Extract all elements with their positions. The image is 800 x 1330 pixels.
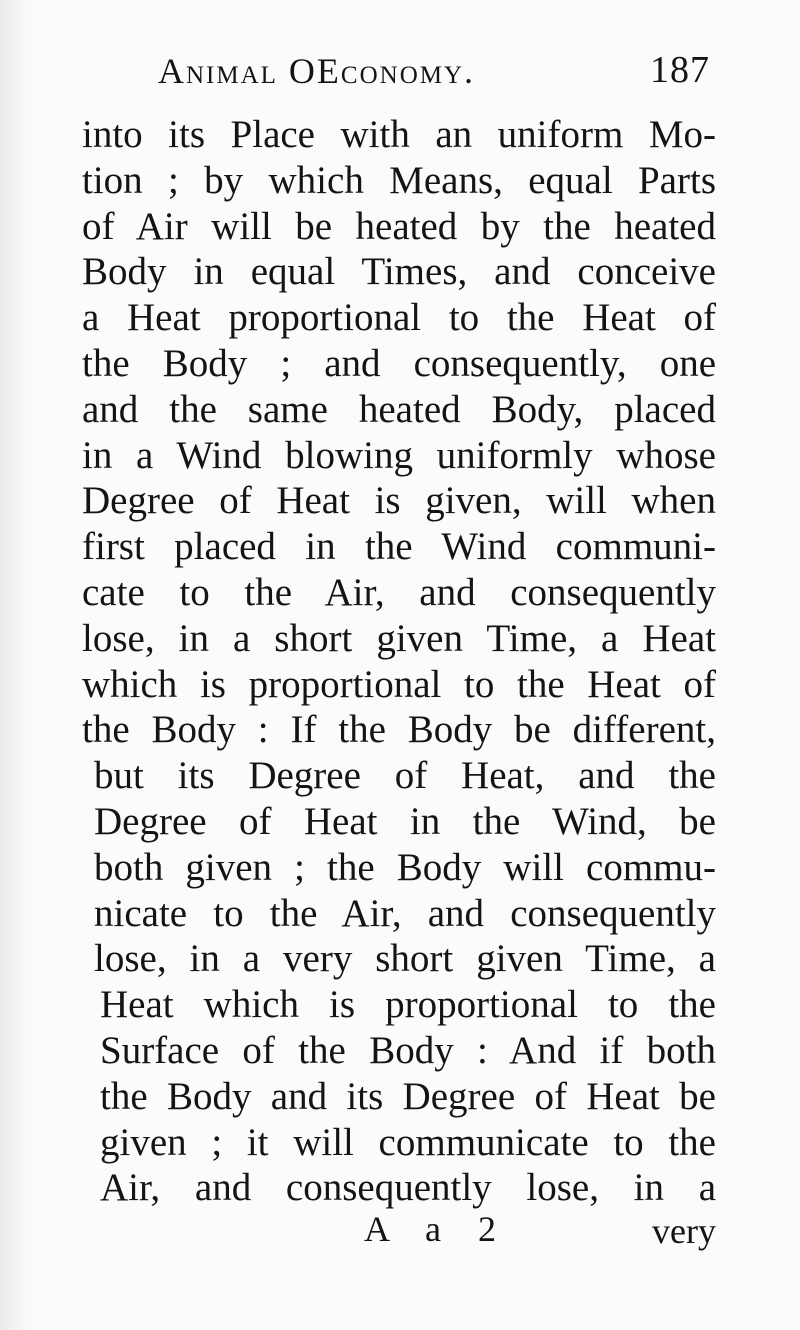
text-line-14: the Body : If the Body be different, xyxy=(82,708,716,752)
text-line-7: and the same heated Body, placed xyxy=(82,387,716,431)
text-line-11: cate to the Air, and consequently xyxy=(82,570,716,614)
text-line-8: in a Wind blowing uniformly whose xyxy=(82,433,716,477)
page-gutter-shadow xyxy=(0,0,34,1330)
text-line-5: a Heat proportional to the Heat of xyxy=(82,296,716,340)
text-line-22: the Body and its Degree of Heat be xyxy=(100,1074,716,1118)
text-line-18: nicate to the Air, and consequently xyxy=(94,891,716,935)
body-text xyxy=(82,112,716,1211)
text-line-17: both given ; the Body will commu- xyxy=(94,845,716,889)
text-line-9: Degree of Heat is given, will when xyxy=(82,479,716,523)
text-line-21: Surface of the Body : And if both xyxy=(100,1028,716,1072)
text-line-19: lose, in a very short given Time, a xyxy=(94,937,716,981)
text-line-24: Air, and consequently lose, in a xyxy=(100,1166,716,1210)
page-number: 187 xyxy=(650,49,710,91)
text-line-1: into its Place with an uniform Mo- xyxy=(82,113,716,156)
text-line-2: tion ; by which Means, equal Parts xyxy=(82,158,716,202)
text-line-6: the Body ; and consequently, one xyxy=(82,341,716,385)
text-line-3: of Air will be heated by the heated xyxy=(82,204,716,248)
text-line-4: Body in equal Times, and conceive xyxy=(82,250,716,294)
text-line-20: Heat which is proportional to the xyxy=(100,983,716,1027)
text-line-10: first placed in the Wind communi- xyxy=(82,525,716,569)
signature-mark: A a 2 xyxy=(364,1209,510,1249)
page-footer xyxy=(82,1208,716,1254)
text-line-16: Degree of Heat in the Wind, be xyxy=(94,799,716,843)
text-line-13: which is proportional to the Heat of xyxy=(82,662,716,706)
text-line-15: but its Degree of Heat, and the xyxy=(94,754,716,798)
page-header xyxy=(158,42,710,98)
text-line-23: given ; it will communicate to the xyxy=(100,1120,716,1164)
text-line-12: lose, in a short given Time, a Heat xyxy=(82,616,716,660)
catchword: very xyxy=(652,1211,716,1251)
running-head: Animal OEconomy. xyxy=(158,51,476,91)
